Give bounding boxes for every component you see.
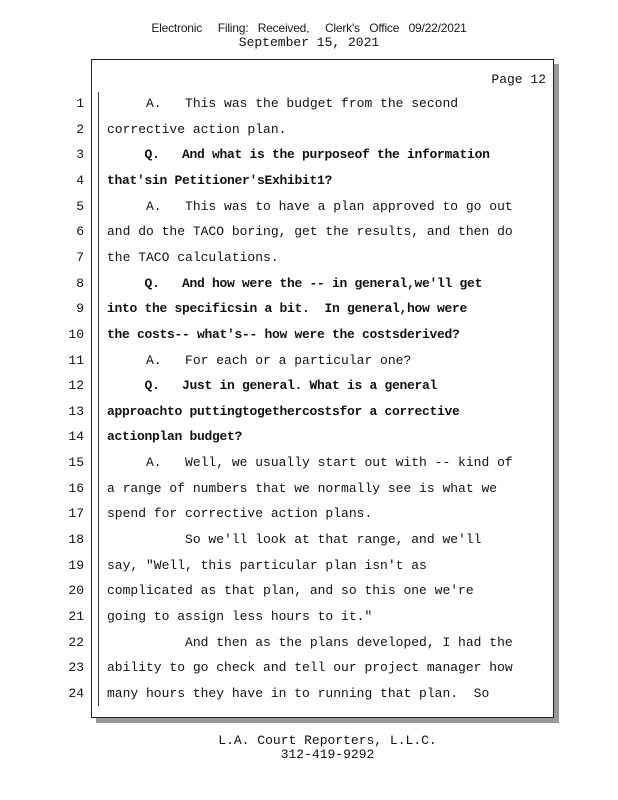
- answer-line: A. This was the budget from the second: [107, 96, 459, 111]
- page-number: Page 12: [491, 72, 546, 87]
- line-number: 22: [68, 635, 84, 650]
- line-number: 5: [76, 199, 84, 214]
- line-number: 16: [68, 481, 84, 496]
- line-number-divider: [98, 92, 99, 706]
- line-number: 15: [68, 455, 84, 470]
- line-number: 7: [76, 250, 84, 265]
- line-number: 23: [68, 660, 84, 675]
- question-line: actionplan budget?: [107, 429, 243, 444]
- filing-stamp: Electronic Filing: Received, Clerk's Office 09/22/2021: [151, 21, 467, 35]
- answer-line: And then as the plans developed, I had the: [107, 635, 513, 650]
- reporter-company: L.A. Court Reporters, L.L.C.: [218, 733, 437, 748]
- line-number: 4: [76, 173, 84, 188]
- line-number: 17: [68, 506, 84, 521]
- line-number: 13: [68, 404, 84, 419]
- answer-line: corrective action plan.: [107, 122, 287, 137]
- answer-line: So we'll look at that range, and we'll: [107, 532, 482, 547]
- line-number: 19: [68, 558, 84, 573]
- line-number: 21: [68, 609, 84, 624]
- question-line: approachto puttingtogethercostsfor a corrective: [107, 404, 460, 419]
- question-line: the costs-- what's-- how were the costsderived?: [107, 327, 460, 342]
- answer-line: many hours they have in to running that plan. So: [107, 686, 490, 701]
- line-number: 14: [68, 429, 84, 444]
- line-number: 3: [76, 147, 84, 162]
- answer-line: A. For each or a particular one?: [107, 353, 412, 368]
- line-number: 18: [68, 532, 84, 547]
- line-number: 12: [68, 378, 84, 393]
- line-number: 10: [68, 327, 84, 342]
- line-number: 8: [76, 276, 84, 291]
- line-number: 9: [76, 301, 84, 316]
- question-line: into the specificsin a bit. In general,how were: [107, 301, 468, 316]
- transcript-date: September 15, 2021: [238, 35, 380, 50]
- line-number: 20: [68, 583, 84, 598]
- question-line: that'sin Petitioner'sExhibit1?: [107, 173, 333, 188]
- answer-line: say, "Well, this particular plan isn't as: [107, 558, 427, 573]
- answer-line: a range of numbers that we normally see is what we: [107, 481, 498, 496]
- answer-line: spend for corrective action plans.: [107, 506, 373, 521]
- answer-line: ability to go check and tell our project manager how: [107, 660, 513, 675]
- line-number: 24: [68, 686, 84, 701]
- question-line: Q. Just in general. What is a general: [107, 378, 438, 393]
- answer-line: the TACO calculations.: [107, 250, 279, 265]
- answer-line: A. Well, we usually start out with -- kind of: [107, 455, 513, 470]
- answer-line: complicated as that plan, and so this one we're: [107, 583, 474, 598]
- question-line: Q. And what is the purposeof the information: [107, 147, 490, 162]
- line-number: 2: [76, 122, 84, 137]
- answer-line: A. This was to have a plan approved to go out: [107, 199, 513, 214]
- line-number: 1: [76, 96, 84, 111]
- line-number: 6: [76, 224, 84, 239]
- reporter-phone: 312-419-9292: [280, 747, 375, 762]
- line-number: 11: [68, 353, 84, 368]
- answer-line: going to assign less hours to it.": [107, 609, 373, 624]
- question-line: Q. And how were the -- in general,we'll get: [107, 276, 483, 291]
- answer-line: and do the TACO boring, get the results, and then do: [107, 224, 513, 239]
